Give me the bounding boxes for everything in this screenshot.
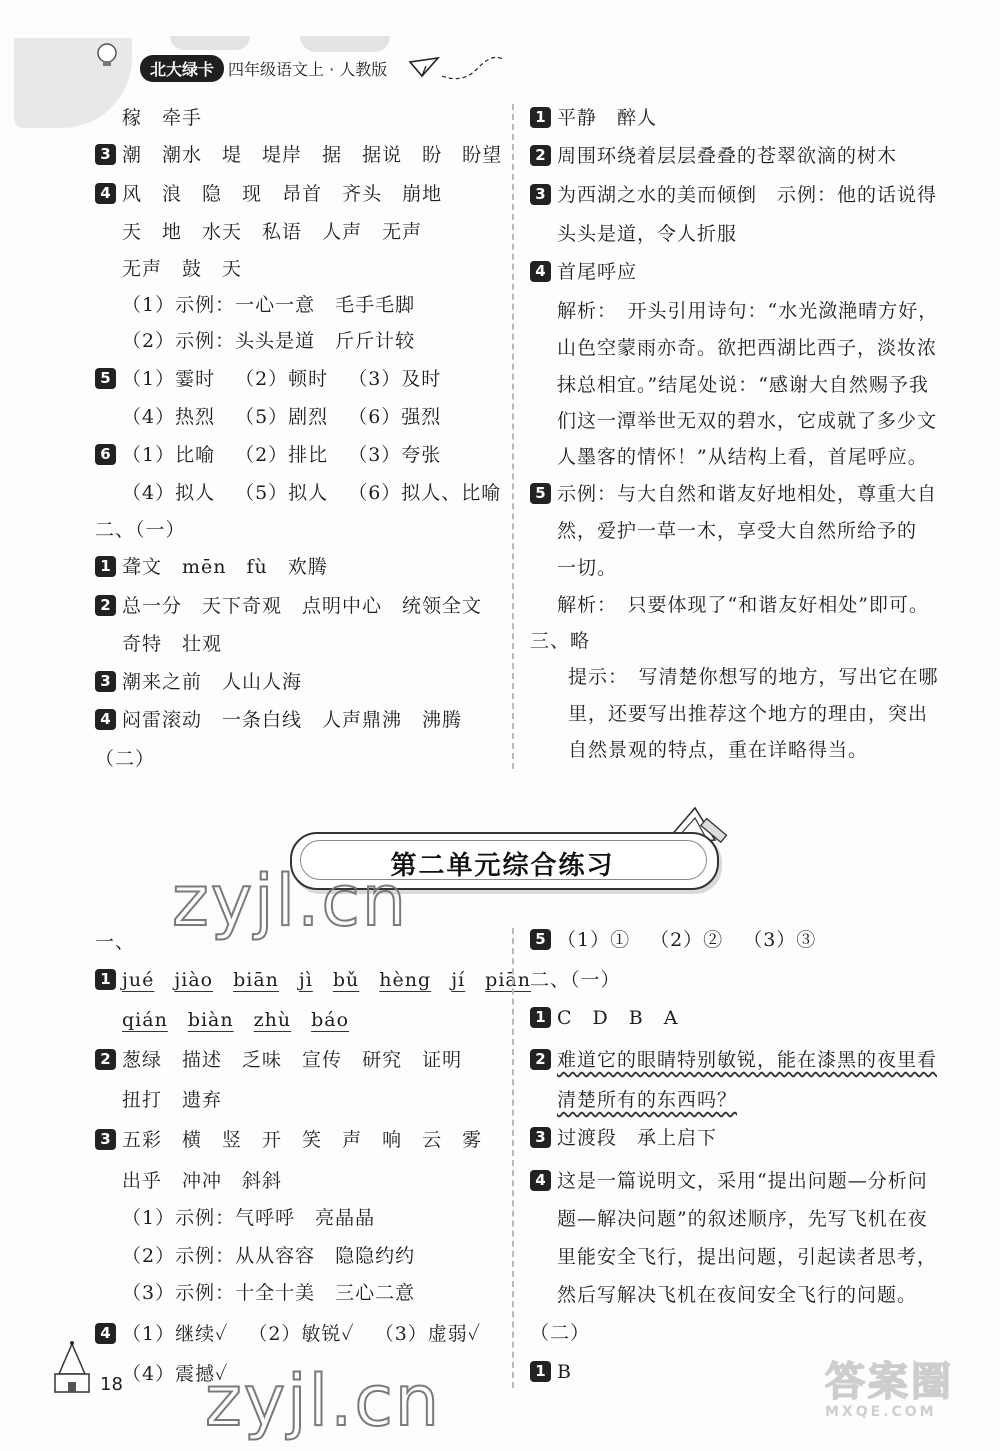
- question-number: 1: [530, 1007, 551, 1028]
- reading-2-1: [530, 1358, 572, 1386]
- question-number: 4: [95, 1323, 116, 1344]
- answer-1: [530, 104, 657, 132]
- answer-word: （1）继续✓: [122, 1323, 229, 1345]
- reading-2: [530, 1046, 937, 1074]
- section-heading: 二、（一）: [530, 969, 621, 991]
- example-prefix: （2）示例：: [122, 330, 236, 352]
- answer-word: （2）②: [650, 929, 724, 951]
- answer-line: [122, 1167, 282, 1195]
- answer-word: 证明: [422, 1049, 463, 1071]
- question-number: 5: [95, 368, 116, 389]
- answer-word: 五彩: [122, 1129, 163, 1151]
- answer-word: 斜斜: [242, 1170, 283, 1192]
- answer-text: 里能安全飞行，提出问题，引起读者思考，: [557, 1246, 938, 1268]
- answer-line: [122, 630, 222, 658]
- answer-word: 隐: [202, 183, 223, 205]
- answer-word: 乏味: [242, 1049, 283, 1071]
- answer-word: （1）示例：气呼呼: [122, 1207, 296, 1229]
- answer-word: 潮水: [162, 144, 203, 166]
- question-number: 4: [530, 1170, 551, 1191]
- answer-word: 亮晶晶: [315, 1207, 376, 1229]
- answer-line: [122, 1242, 415, 1270]
- answer-word: 人山人海: [222, 671, 303, 693]
- answer-word: 云: [422, 1129, 443, 1151]
- answer-word: 盼望: [462, 144, 503, 166]
- answer-word: 据说: [362, 144, 403, 166]
- answer-line: [122, 403, 441, 431]
- answer-word: 据: [322, 144, 343, 166]
- answer-word: 人声鼎沸: [322, 709, 403, 731]
- answer-word: 现: [242, 183, 263, 205]
- answer-word: 横: [182, 1129, 203, 1151]
- answer-word: 闷雷滚动: [122, 709, 203, 731]
- answer-word: 堤岸: [262, 144, 303, 166]
- answer-word: 响: [382, 1129, 403, 1151]
- header-decoration: [300, 36, 390, 52]
- example-prefix: （1）示例：: [122, 294, 236, 316]
- answer-word: 平静: [557, 107, 598, 129]
- book-title: 四年级语文上 · 人教版: [228, 60, 388, 79]
- answer-word: 鼓: [182, 258, 203, 280]
- answer-line: [122, 104, 202, 132]
- reading-1: [530, 1004, 678, 1032]
- watermark-text: zyjl.cn: [205, 1360, 442, 1442]
- part-2: [95, 592, 482, 620]
- reading-4: [530, 1167, 928, 1195]
- answer-word: 统领全文: [402, 595, 483, 617]
- section-heading: （二）: [95, 748, 156, 770]
- answer-word: 牵手: [162, 107, 203, 129]
- answer-text: 一切。: [557, 557, 618, 579]
- answer-word: B: [628, 1007, 644, 1029]
- answer-word: （3）③: [743, 929, 817, 951]
- answer-text: 这是一篇说明文，采用“提出问题—分析问: [557, 1170, 928, 1192]
- section-heading: 二、（一）: [95, 519, 186, 541]
- brand-badge: 北大绿卡: [140, 55, 224, 82]
- question-4: [95, 180, 442, 208]
- answer-word: D: [592, 1007, 609, 1029]
- answer-word: 水天: [202, 221, 243, 243]
- part-1: [95, 553, 328, 581]
- answer-word: 崩地: [402, 183, 443, 205]
- answer-word: 毛手毛脚: [335, 294, 416, 316]
- column-divider: [512, 104, 514, 769]
- answer-word: 遗弃: [182, 1089, 223, 1111]
- answer-line: [122, 1279, 415, 1307]
- question-4: [95, 1320, 481, 1348]
- answer-word: 开: [262, 1129, 283, 1151]
- watermark-text: zyjl.cn: [172, 860, 409, 942]
- paper-plane-icon: [408, 54, 508, 84]
- answer-line: [122, 327, 415, 355]
- answer-text: 然，爱护一草一木，享受大自然所给予的: [557, 520, 918, 542]
- answer-text: 难道它的眼睛特别敏锐，能在漆黑的夜里看: [557, 1049, 938, 1071]
- pinyin: piān: [485, 969, 531, 991]
- question-3: [95, 1126, 482, 1154]
- answer-word: （2）敏锐✓: [248, 1323, 355, 1345]
- question-number: 1: [95, 556, 116, 577]
- part-4: [95, 706, 462, 734]
- answer-word: 聋文: [122, 556, 163, 578]
- answer-word: 稼: [122, 107, 143, 129]
- question-number: 5: [530, 929, 551, 950]
- answer-word: （1）比喻: [122, 444, 216, 466]
- answer-word: 欢腾: [287, 556, 328, 578]
- answer-word: 扭打: [122, 1089, 163, 1111]
- answer-word: 过渡段: [557, 1127, 618, 1149]
- answer-word: 总一分: [122, 595, 183, 617]
- answer-word: （4）拟人: [122, 482, 216, 504]
- answer-word: 研究: [362, 1049, 403, 1071]
- answer-word: （5）剧烈: [235, 406, 329, 428]
- hint-line: 自然景观的特点，重在详略得当。: [568, 739, 869, 761]
- answer-3: [530, 181, 937, 209]
- section-heading: 三、略: [530, 630, 591, 652]
- answer-line: [122, 1204, 375, 1232]
- question-number: 3: [530, 184, 551, 205]
- answer-word: 头头是道: [235, 330, 316, 352]
- answer-line: [122, 1006, 349, 1034]
- answer-word: mēn: [182, 556, 227, 578]
- answer-text: 然后写解决飞机在夜间安全飞行的问题。: [557, 1284, 918, 1306]
- question-number: 1: [530, 1361, 551, 1382]
- answer-word: 无声: [122, 258, 163, 280]
- watermark-badge-title: 答案圈: [825, 1359, 954, 1405]
- answer-word: （4）热烈: [122, 406, 216, 428]
- answer-word: 葱绿: [122, 1049, 163, 1071]
- question-number: 2: [530, 1049, 551, 1070]
- hint-line: 里，还要写出推荐这个地方的理由，突出: [568, 703, 929, 725]
- analysis-line: 解析： 开头引用诗句：“水光潋滟晴方好，: [557, 300, 939, 322]
- question-number: 4: [95, 709, 116, 730]
- answer-word: 潮来之前: [122, 671, 203, 693]
- header-decoration: [170, 36, 250, 50]
- answer-word: 点明中心: [302, 595, 383, 617]
- answer-word: （3）夸张: [348, 444, 442, 466]
- answer-line: [122, 1086, 222, 1114]
- answer-word: 私语: [262, 221, 303, 243]
- answer-word: 盼: [422, 144, 443, 166]
- question-1: [95, 966, 531, 994]
- answer-line: [122, 218, 422, 246]
- question-5: [530, 926, 816, 954]
- answer-text: 题—解决问题”的叙述顺序，先写飞机在夜: [557, 1208, 928, 1230]
- answer-word: 堤: [222, 144, 243, 166]
- question-number: 5: [530, 483, 551, 504]
- answer-word: 醉人: [617, 107, 658, 129]
- answer-word: 声: [342, 1129, 363, 1151]
- answer-word: （2）示例：从从容容: [122, 1245, 316, 1267]
- question-number: 4: [530, 261, 551, 282]
- answer-word: （2）顿时: [235, 368, 329, 390]
- answer-word: 一条白线: [222, 709, 303, 731]
- question-number: 3: [95, 144, 116, 165]
- answer-word: 宣传: [302, 1049, 343, 1071]
- question-number: 4: [95, 183, 116, 204]
- section-heading: 一、: [95, 931, 136, 953]
- answer-text: 示例：与大自然和谐友好地相处，尊重大自: [557, 483, 938, 505]
- question-number: 3: [530, 1127, 551, 1148]
- analysis-line: 抹总相宜。”结尾处说：“感谢大自然赐予我: [557, 374, 929, 396]
- answer-2: [530, 142, 897, 170]
- answer-word: （3）及时: [348, 368, 442, 390]
- answer-line: [557, 1086, 737, 1114]
- answer-word: （4）震撼✓: [122, 1363, 229, 1385]
- hint-line: 提示： 写清楚你想写的地方，写出它在哪: [568, 666, 939, 688]
- part-3: [95, 668, 302, 696]
- question-number: 2: [95, 1049, 116, 1070]
- answer-text: 为西湖之水的美而倾倒 示例：他的话说得: [557, 184, 938, 206]
- question-6: [95, 441, 441, 469]
- answer-word: 斤斤计较: [335, 330, 416, 352]
- answer-word: 风: [122, 183, 143, 205]
- answer-word: 壮观: [182, 633, 223, 655]
- watermark-badge-url: MXQE.COM: [825, 1404, 937, 1420]
- pinyin: jì: [298, 969, 313, 991]
- reading-3: [530, 1124, 717, 1152]
- analysis-line: 人墨客的情怀！”从结构上看，首尾呼应。: [557, 446, 928, 468]
- answer-word: 齐头: [342, 183, 383, 205]
- analysis-line: 山色空蒙雨亦奇。欲把西湖比西子，淡妆浓: [557, 337, 938, 359]
- answer-word: 沸腾: [422, 709, 463, 731]
- castle-icon: [45, 1340, 100, 1398]
- answer-word: 笑: [302, 1129, 323, 1151]
- answer-text: 清楚所有的东西吗？: [557, 1089, 738, 1111]
- answer-word: 浪: [162, 183, 183, 205]
- question-3: [95, 141, 502, 169]
- pinyin: biān: [233, 969, 279, 991]
- answer-text: 头头是道，令人折服: [557, 223, 738, 245]
- pinyin: jiào: [174, 969, 214, 991]
- answer-line: [122, 255, 242, 283]
- question-number: 6: [95, 444, 116, 465]
- pinyin: bǔ: [332, 969, 360, 991]
- answer-word: 承上启下: [637, 1127, 718, 1149]
- question-number: 2: [95, 595, 116, 616]
- answer-word: （1）①: [557, 929, 631, 951]
- pinyin: qián: [122, 1009, 168, 1031]
- analysis-line: 解析： 只要体现了“和谐友好相处”即可。: [557, 594, 929, 616]
- section-heading: （二）: [530, 1322, 591, 1344]
- answer-word: C: [557, 1007, 573, 1029]
- answer-word: 地: [162, 221, 183, 243]
- answer-line: [122, 291, 415, 319]
- answer-word: 无声: [382, 221, 423, 243]
- answer-word: （1）霎时: [122, 368, 216, 390]
- lightbulb-icon: [92, 40, 122, 70]
- answer-word: 天下奇观: [202, 595, 283, 617]
- answer-text: 周围环绕着层层叠叠的苍翠欲滴的树木: [557, 145, 898, 167]
- pinyin: zhù: [253, 1009, 292, 1031]
- question-number: 3: [95, 671, 116, 692]
- answer-word: 一心一意: [235, 294, 316, 316]
- answer-word: 描述: [182, 1049, 223, 1071]
- answer-word: （3）示例：十全十美: [122, 1282, 316, 1304]
- answer-line: [122, 479, 501, 507]
- pinyin: hèng: [379, 969, 432, 991]
- answer-word: 三心二意: [335, 1282, 416, 1304]
- answer-word: （6）拟人、比喻: [348, 482, 502, 504]
- question-5: [95, 365, 441, 393]
- question-number: 2: [530, 145, 551, 166]
- answer-word: A: [663, 1007, 679, 1029]
- answer-word: （2）排比: [235, 444, 329, 466]
- answer-word: （5）拟人: [235, 482, 329, 504]
- pinyin: báo: [311, 1009, 350, 1031]
- answer-4: [530, 258, 637, 286]
- pinyin: biàn: [187, 1009, 234, 1031]
- answer-word: fù: [246, 556, 268, 578]
- question-number: 3: [95, 1129, 116, 1150]
- answer-word: 奇特: [122, 633, 163, 655]
- question-number: 1: [95, 969, 116, 990]
- answer-word: 竖: [222, 1129, 243, 1151]
- pinyin: jué: [122, 969, 155, 991]
- answer-word: 天: [222, 258, 243, 280]
- answer-word: 出乎: [122, 1170, 163, 1192]
- answer-word: 天: [122, 221, 143, 243]
- section-title: 第二单元综合练习: [390, 851, 615, 881]
- question-2: [95, 1046, 462, 1074]
- answer-word: 潮: [122, 144, 143, 166]
- answer-text: B: [557, 1361, 572, 1383]
- answer-word: 雾: [462, 1129, 483, 1151]
- answer-word: 冲冲: [182, 1170, 223, 1192]
- page-number: 18: [100, 1374, 123, 1395]
- answer-word: 隐隐约约: [335, 1245, 416, 1267]
- watermark-badge: [825, 1360, 954, 1420]
- answer-word: 昂首: [282, 183, 323, 205]
- analysis-line: 们这一潭举世无双的碧水，它成就了多少文: [557, 410, 938, 432]
- question-number: 1: [530, 107, 551, 128]
- answer-word: 人声: [322, 221, 363, 243]
- column-divider: [512, 928, 514, 1388]
- answer-text: 首尾呼应: [557, 261, 638, 283]
- answer-word: （3）虚弱✓: [374, 1323, 482, 1345]
- pinyin: jí: [451, 969, 466, 991]
- answer-word: （6）强烈: [348, 406, 442, 428]
- answer-5: [530, 480, 937, 508]
